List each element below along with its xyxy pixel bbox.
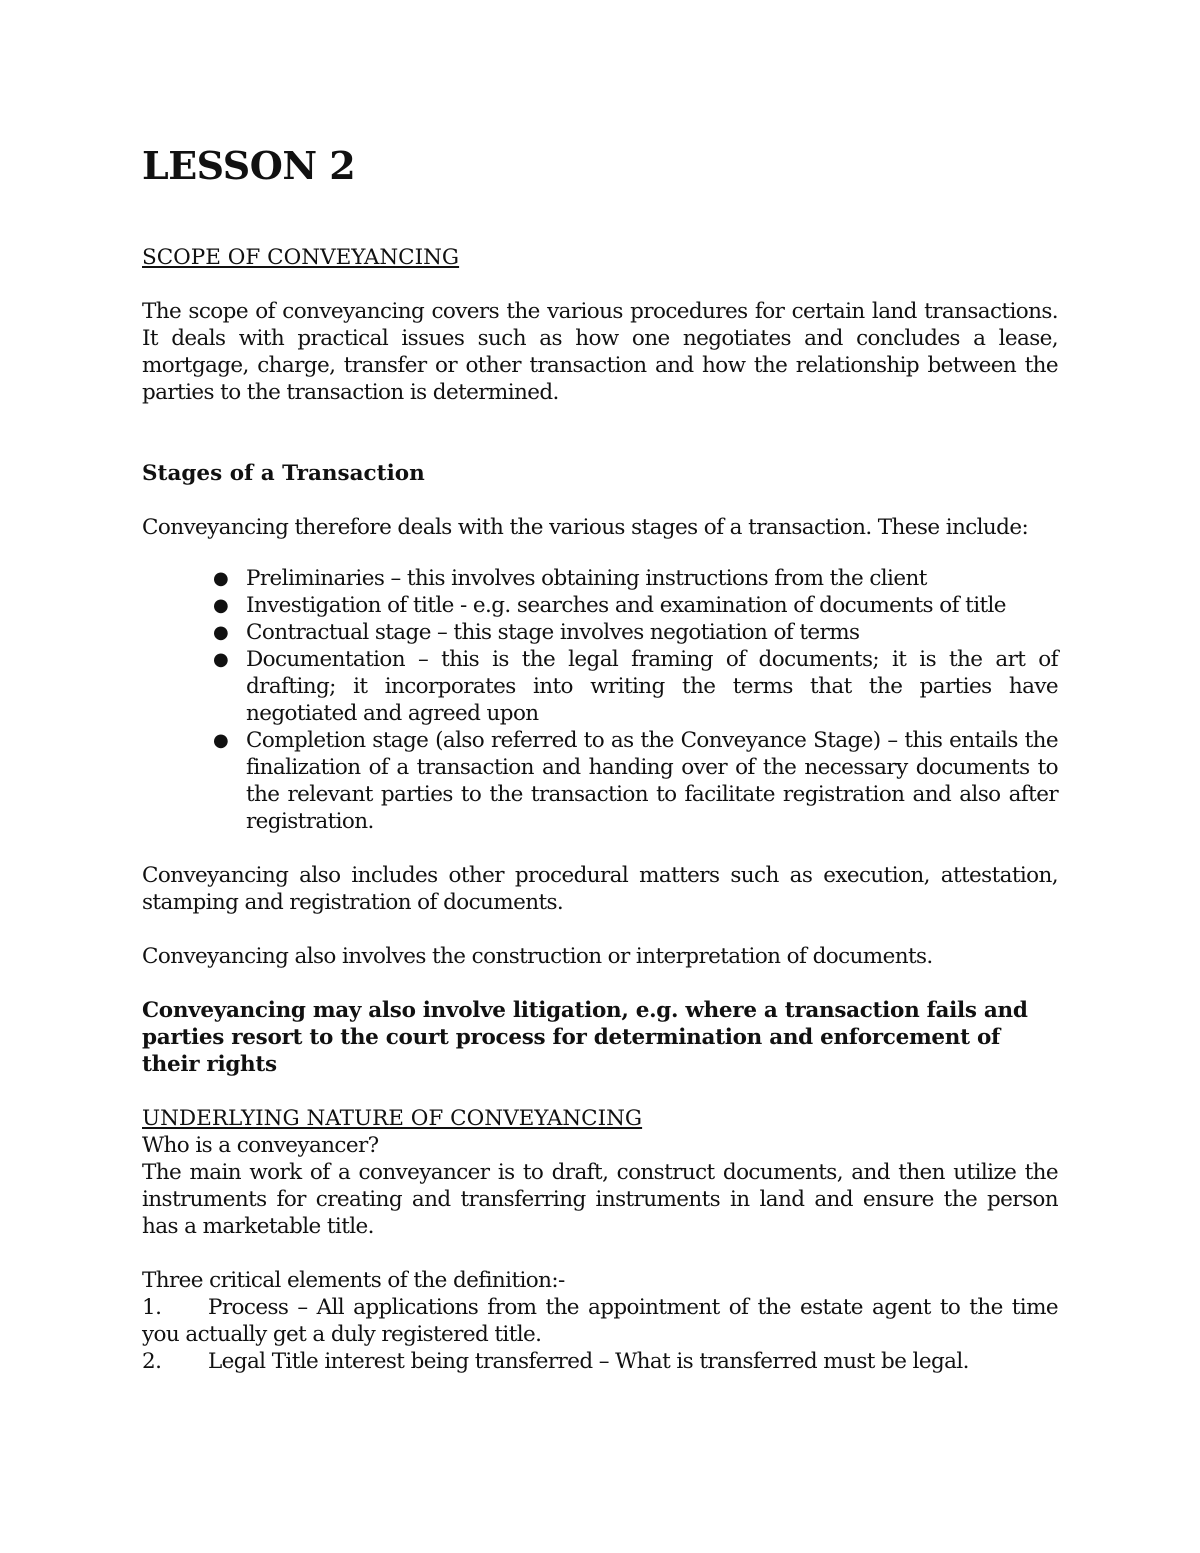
scope-paragraph: The scope of conveyancing covers the various procedures for certain land transactions. It deals with practical issues such as how one negotiates and concludes a lease, mortgage, charge, transfer or other transaction and how the relationship between the parties to the transaction is determined. [142,299,1058,405]
scope-heading: SCOPE OF CONVEYANCING [142,245,460,270]
list-item: ● Investigation of title - e.g. searches and examination of documents of title [213,593,1006,618]
stages-intro: Conveyancing therefore deals with the various stages of a transaction. These include: [142,515,1029,540]
stages-heading: Stages of a Transaction [142,461,425,486]
bullet-icon: ● [213,730,229,751]
list-item: ● Contractual stage – this stage involves negotiation of terms [213,620,860,645]
list-item: 2. Legal Title interest being transferred – What is transferred must be legal. [142,1349,969,1374]
construction-paragraph: Conveyancing also involves the construction or interpretation of documents. [142,944,933,969]
elements-intro: Three critical elements of the definition:- [142,1268,565,1293]
list-item: ● Documentation – this is the legal framing of documents; it is the art of drafting; it incorporates into writing the terms that the parties have negotiated and agreed upon [213,647,1058,726]
nature-paragraph: The main work of a conveyancer is to draft, construct documents, and then utilize the instruments for creating and transferring instruments in land and ensure the person has a marketable title. [142,1160,1058,1239]
nature-heading: UNDERLYING NATURE OF CONVEYANCING [142,1106,643,1131]
list-item: ● Preliminaries – this involves obtaining instructions from the client [213,566,927,591]
list-item: 1. Process – All applications from the appointment of the estate agent to the time you actually get a duly registered title. [142,1295,1058,1347]
lesson-title: LESSON 2 [142,143,356,188]
bullet-icon: ● [213,649,229,670]
bullet-icon: ● [213,622,229,643]
conveyancer-question: Who is a conveyancer? [142,1133,379,1158]
stages-list [142,565,1058,835]
litigation-paragraph: Conveyancing may also involve litigation, e.g. where a transaction fails and parties resort to the court process for determination and enforcement of their rights [142,998,1028,1077]
list-item: ● Completion stage (also referred to as the Conveyance Stage) – this entails the finalization of a transaction and handing over of the necessary documents to the relevant parties to the transaction to facilitate registration and also after registration. [213,728,1058,834]
procedural-paragraph: Conveyancing also includes other procedural matters such as execution, attestation, stamping and registration of documents. [142,863,1058,915]
bullet-icon: ● [213,595,229,616]
document-page [142,140,1058,1375]
bullet-icon: ● [213,568,229,589]
